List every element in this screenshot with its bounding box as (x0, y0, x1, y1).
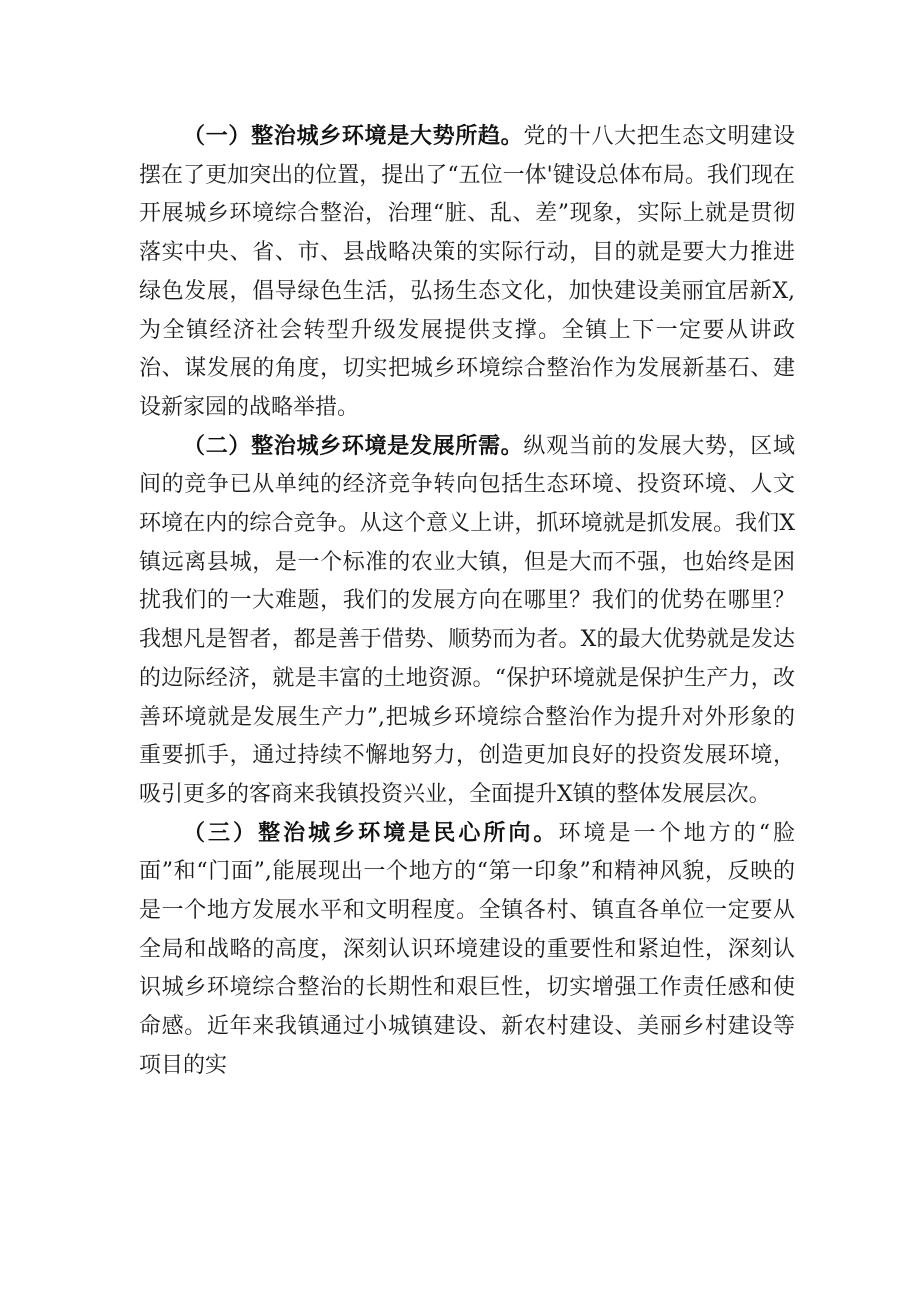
paragraph-1 (139, 118, 795, 428)
paragraph-3-text: 环境是一个地方的“脸面”和“门面”,能展现出一个地方的“第一印象”和精神风貌，反映的是一个地方发展水平和文明程度。全镇各村、镇直各单位一定要从全局和战略的高度，深刻认识环境建设的重要性和紧迫性，深刻认识城乡环境综合整治的长期性和艰巨性，切实增强工作责任感和使命感。近年来我镇通过小城镇建设、新农村建设、美丽乡村建设等项目的实 (139, 820, 795, 1078)
paragraph-1-text: 党的十八大把生态文明建设摆在了更加突出的位置，提出了“五位一体'键设总体布局。我们现在开展城乡环境综合整治，治理“脏、乱、差”现象，实际上就是贯彻落实中央、省、市、县战略决策的实际行动，目的就是要大力推进绿色发展，倡导绿色生活，弘扬生态文化，加快建设美丽宜居新X,为全镇经济社会转型升级发展提供支撑。全镇上下一定要从讲政治、谋发展的角度，切实把城乡环境综合整治作为发展新基石、建设新家园的战略举措。 (139, 124, 795, 420)
document-body (139, 118, 795, 1086)
paragraph-3-heading: （三）整治城乡环境是民心所向。 (183, 820, 559, 846)
paragraph-3 (139, 815, 795, 1086)
paragraph-2 (139, 428, 795, 815)
paragraph-1-heading: （一）整治城乡环境是大势所趋。 (183, 124, 524, 149)
paragraph-2-text: 纵观当前的发展大势，区域间的竞争已从单纯的经济竞争转向包括生态环境、投资环境、人文环境在内的综合竞争。从这个意义上讲，抓环境就是抓发展。我们X镇远离县城，是一个标准的农业大镇，但是大而不强，也始终是困扰我们的一大难题，我们的发展方向在哪里？我们的优势在哪里？我想凡是智者，都是善于借势、顺势而为者。X的最大优势就是发达的边际经济，就是丰富的土地资源。“保护环境就是保护生产力，改善环境就是发展生产力”,把城乡环境综合整治作为提升对外形象的重要抓手，通过持续不懈地努力，创造更加良好的投资发展环境，吸引更多的客商来我镇投资兴业，全面提升X镇的整体发展层次。 (139, 433, 795, 807)
paragraph-2-heading: （二）整治城乡环境是发展所需。 (183, 433, 524, 459)
